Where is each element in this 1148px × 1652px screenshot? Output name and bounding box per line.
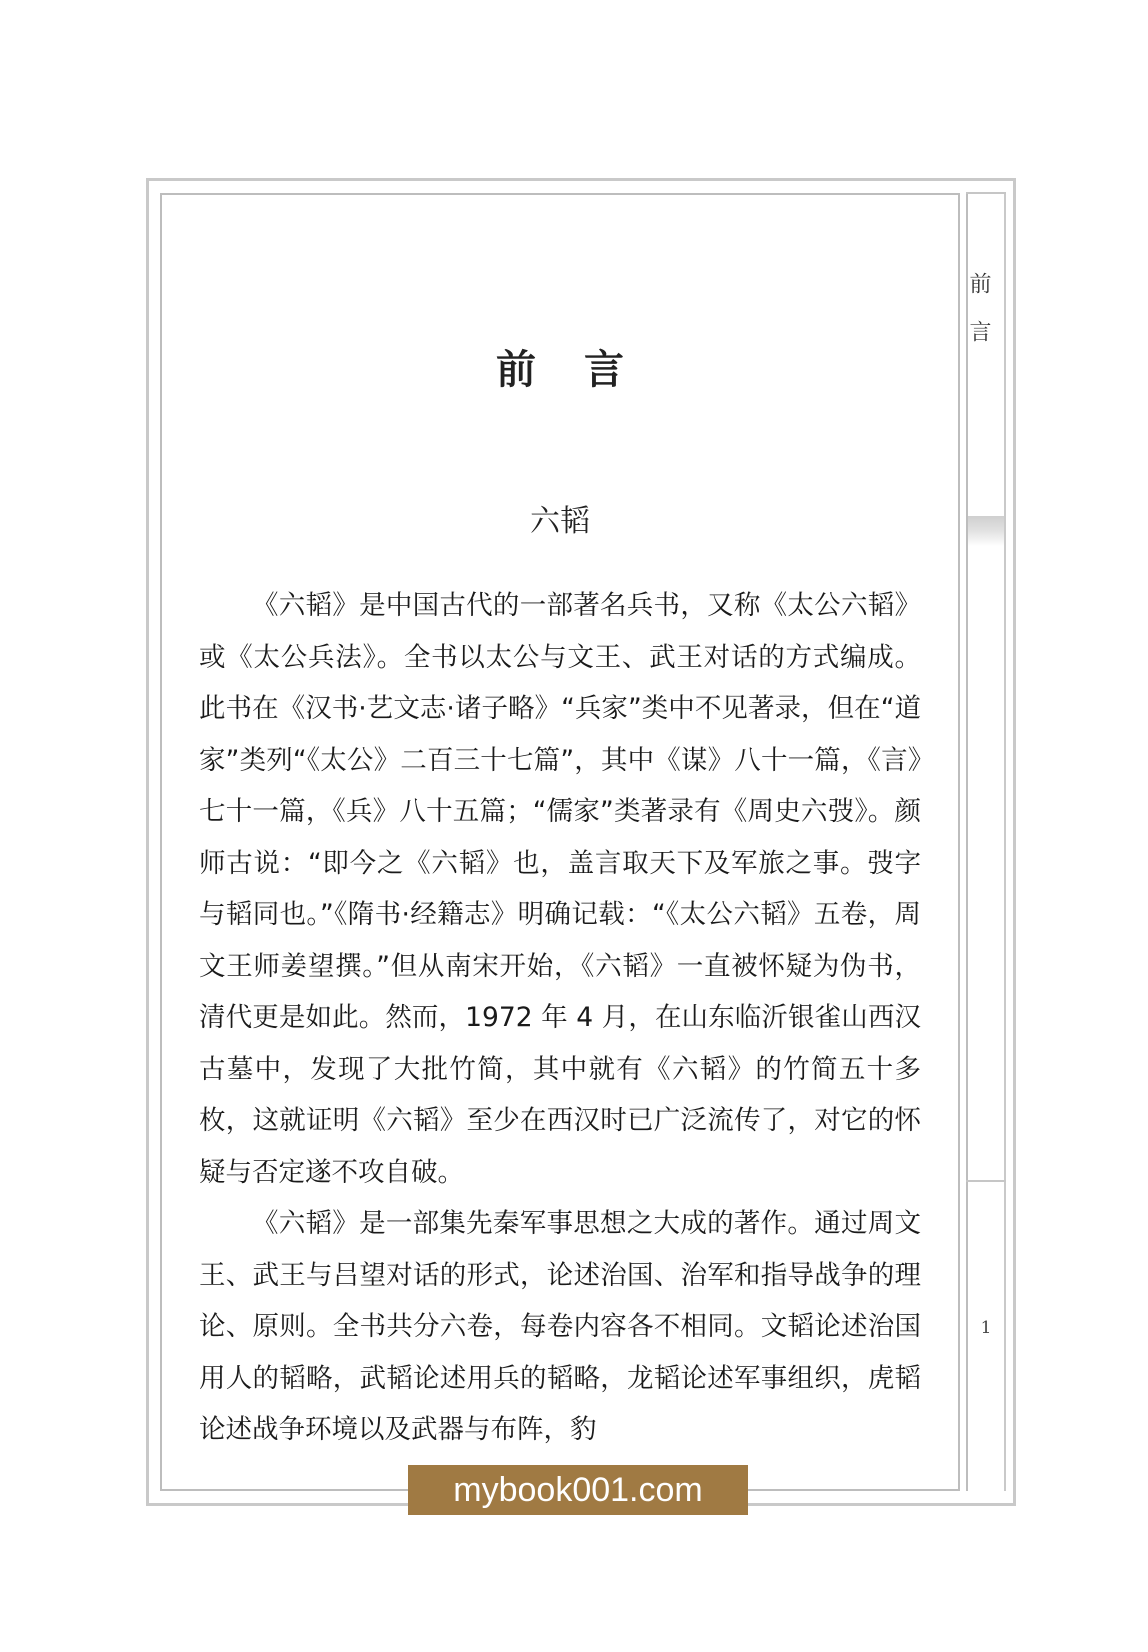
side-divider-top [966, 192, 1006, 194]
side-column [966, 193, 1006, 1491]
paragraph: 《六韬》是一部集先秦军事思想之大成的著作。通过周文王、武王与吕望对话的形式，论述治国、治军和指导战争的理论、原则。全书共分六卷，每卷内容各不相同。文韬论述治国用人的韬略，武韬论述用兵的韬略，龙韬论述军事组织，虎韬论述战争环境以及武器与布阵，豹 [199, 1208, 921, 1445]
page-number: 1 [980, 1318, 992, 1338]
body-text [199, 580, 921, 1456]
side-thumb-tab [968, 516, 1004, 546]
side-divider-bottom [966, 1180, 1006, 1182]
watermark-banner: mybook001.com [408, 1465, 748, 1515]
page-title: 前言 [496, 346, 672, 393]
running-head: 前言 [966, 272, 991, 368]
section-title: 六韬 [530, 504, 590, 539]
paragraph: 《六韬》是中国古代的一部著名兵书，又称《太公六韬》或《太公兵法》。全书以太公与文王、武王对话的方式编成。此书在《汉书·艺文志·诸子略》“兵家”类中不见著录，但在“道家”类列“《太公》二百三十七篇”，其中《谋》八十一篇，《言》七十一篇，《兵》八十五篇；“儒家”类著录有《周史六弢》。颜师古说：“即今之《六韬》也，盖言取天下及军旅之事。弢字与韬同也。”《隋书·经籍志》明确记载：“《太公六韬》五卷，周文王师姜望撰。”但从南宋开始，《六韬》一直被怀疑为伪书，清代更是如此。然而，1972 年 4 月，在山东临沂银雀山西汉古墓中，发现了大批竹简，其中就有《六韬》的竹简五十多枚，这就证明《六韬》至少在西汉时已广泛流传了，对它的怀疑与否定遂不攻自破。 [199, 590, 921, 1188]
